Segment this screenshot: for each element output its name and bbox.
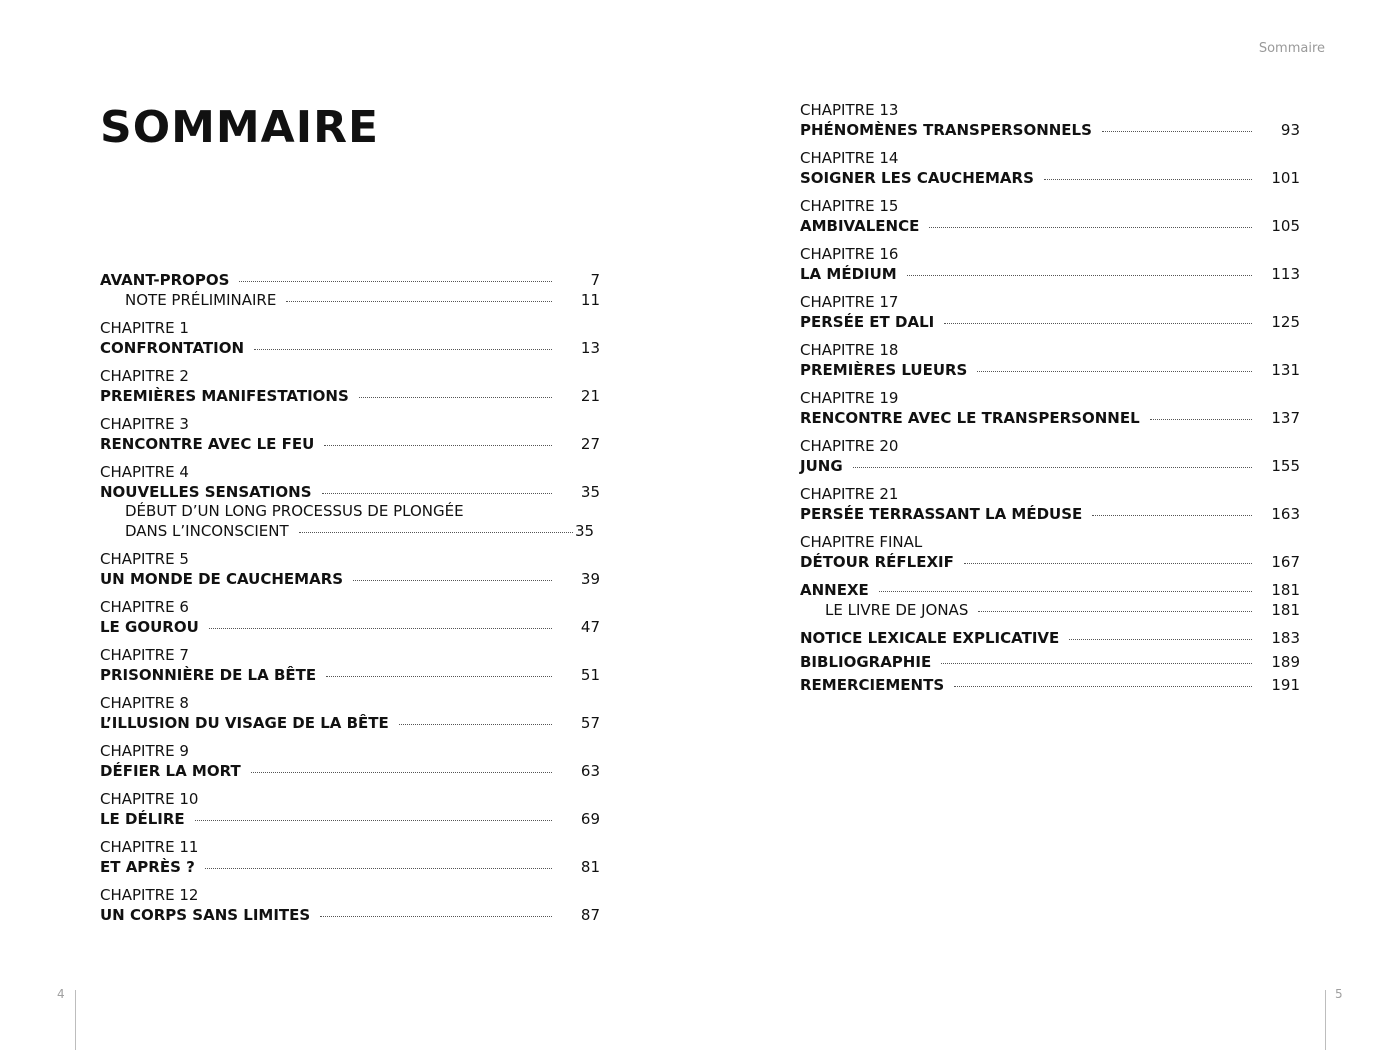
toc-entry-title: PREMIÈRES LUEURS: [800, 360, 968, 379]
toc-page-number: 155: [1271, 456, 1300, 475]
dot-leader: [1092, 515, 1252, 516]
toc-page-number: 125: [1271, 312, 1300, 331]
toc-entry: [800, 293, 1300, 332]
toc-entry-title-row: [800, 169, 1300, 189]
toc-entry-title-row: [100, 435, 600, 455]
toc-page-number: 93: [1280, 120, 1300, 139]
toc-entry: [100, 742, 600, 781]
running-header: Sommaire: [1258, 41, 1325, 56]
dot-leader: [1069, 639, 1252, 640]
dot-leader: [254, 349, 552, 350]
toc-entry-title: RENCONTRE AVEC LE FEU: [100, 434, 315, 453]
toc-entry: [800, 197, 1300, 236]
dot-leader: [978, 611, 1252, 612]
toc-page-number: 35: [575, 521, 595, 540]
chapter-label: CHAPITRE 10: [100, 790, 199, 808]
toc-page-number: 51: [580, 665, 600, 684]
toc-entry: [800, 676, 1300, 696]
toc-entry-title: L’ILLUSION DU VISAGE DE LA BÊTE: [100, 713, 389, 732]
toc-entry-title-row: [100, 810, 600, 830]
dot-leader: [944, 323, 1252, 324]
page-title: SOMMAIRE: [100, 102, 380, 153]
toc-entry-title-row: [800, 409, 1300, 429]
toc-entry-title-row: [100, 666, 600, 686]
dot-leader: [907, 275, 1252, 276]
toc-entry-title: PREMIÈRES MANIFESTATIONS: [100, 386, 349, 405]
dot-leader: [941, 663, 1252, 664]
toc-entry-title: ANNEXE: [800, 581, 869, 599]
toc-page-number: 11: [580, 290, 600, 309]
toc-entry-title-row: [100, 570, 600, 590]
chapter-label: CHAPITRE FINAL: [800, 533, 923, 551]
toc-entry-title: UN MONDE DE CAUCHEMARS: [100, 569, 344, 588]
toc-page-number: 183: [1271, 629, 1300, 647]
dot-leader: [286, 301, 552, 302]
dot-leader: [879, 591, 1252, 592]
toc-entry-title: BIBLIOGRAPHIE: [800, 652, 932, 671]
chapter-label: CHAPITRE 19: [800, 389, 899, 407]
toc-entry-title: PERSÉE TERRASSANT LA MÉDUSE: [800, 504, 1083, 523]
toc-page-number: 47: [580, 617, 600, 636]
toc-entry: [100, 598, 600, 637]
toc-page-number: 131: [1271, 360, 1300, 379]
chapter-label: CHAPITRE 6: [100, 598, 189, 616]
toc-right-column: [800, 101, 1300, 700]
toc-entry-title: LE GOUROU: [100, 617, 199, 636]
dot-leader: [239, 281, 552, 282]
toc-page-number: 189: [1271, 652, 1300, 671]
chapter-label: CHAPITRE 1: [100, 319, 189, 337]
toc-entry-title: PRISONNIÈRE DE LA BÊTE: [100, 665, 317, 684]
toc-entry-title: REMERCIEMENTS: [800, 676, 945, 694]
toc-entry-title-row: [800, 361, 1300, 381]
dot-leader: [324, 445, 552, 446]
toc-entry-title-row: [800, 629, 1300, 649]
toc-page-number: 105: [1271, 216, 1300, 235]
toc-page-number: 13: [580, 338, 600, 357]
toc-page-number: 35: [580, 482, 600, 501]
toc-entry: [100, 271, 600, 310]
toc-entry: [800, 389, 1300, 428]
page-number-left: 4: [57, 987, 65, 1001]
toc-entry-title-row: [800, 653, 1300, 673]
margin-rule-left: [75, 990, 76, 1050]
toc-subentry-title-line2: DANS L’INCONSCIENT: [125, 521, 289, 540]
toc-entry-title: AMBIVALENCE: [800, 216, 920, 235]
toc-entry-title: PERSÉE ET DALI: [800, 312, 935, 331]
toc-page-number: 39: [580, 569, 600, 588]
page-number-right: 5: [1335, 987, 1343, 1001]
toc-entry-title: AVANT-PROPOS: [100, 271, 230, 289]
chapter-label: CHAPITRE 16: [800, 245, 899, 263]
toc-entry-title-row: [100, 483, 600, 503]
toc-page-number: 57: [580, 713, 600, 732]
toc-page-number: 191: [1271, 676, 1300, 694]
dot-leader: [320, 916, 552, 917]
toc-entry-title: SOIGNER LES CAUCHEMARS: [800, 168, 1034, 187]
chapter-label: CHAPITRE 21: [800, 485, 899, 503]
dot-leader: [205, 868, 552, 869]
toc-entry-title-row: [100, 762, 600, 782]
toc-entry-title: NOTICE LEXICALE EXPLICATIVE: [800, 629, 1060, 647]
toc-entry-title: ET APRÈS ?: [100, 857, 195, 876]
chapter-label: CHAPITRE 5: [100, 550, 189, 568]
toc-entry-title: DÉFIER LA MORT: [100, 761, 241, 780]
chapter-label: CHAPITRE 2: [100, 367, 189, 385]
toc-entry: [800, 101, 1300, 140]
toc-entry: [100, 415, 600, 454]
dot-leader: [853, 467, 1252, 468]
dot-leader: [1044, 179, 1252, 180]
toc-page-number: 69: [580, 809, 600, 828]
toc-page-number: 137: [1271, 408, 1300, 427]
toc-entry: [100, 886, 600, 925]
toc-entry: [800, 653, 1300, 673]
toc-entry-title: NOUVELLES SENSATIONS: [100, 482, 312, 501]
dot-leader: [359, 397, 552, 398]
toc-entry-title-row: [100, 906, 600, 926]
chapter-label: CHAPITRE 18: [800, 341, 899, 359]
toc-subentry-title: NOTE PRÉLIMINAIRE: [125, 290, 277, 309]
toc-page-number: 167: [1271, 552, 1300, 571]
chapter-label: CHAPITRE 11: [100, 838, 199, 856]
chapter-label: CHAPITRE 9: [100, 742, 189, 760]
toc-page-number: 113: [1271, 264, 1300, 283]
dot-leader: [326, 676, 552, 677]
toc-entry-title: PHÉNOMÈNES TRANSPERSONNELS: [800, 120, 1092, 139]
toc-entry: [800, 437, 1300, 476]
toc-page-number: 63: [580, 761, 600, 780]
toc-entry-title-row: [800, 121, 1300, 141]
toc-entry-title: LE DÉLIRE: [100, 809, 185, 828]
dot-leader: [399, 724, 552, 725]
toc-entry-title-row: [800, 313, 1300, 333]
chapter-label: CHAPITRE 4: [100, 463, 189, 481]
toc-subentry: [800, 601, 1300, 621]
toc-entry-title-row: [800, 553, 1300, 573]
toc-entry-title: DÉTOUR RÉFLEXIF: [800, 552, 954, 571]
toc-entry: [800, 149, 1300, 188]
toc-page-number: 87: [580, 905, 600, 924]
chapter-label: CHAPITRE 20: [800, 437, 899, 455]
toc-entry: [100, 790, 600, 829]
toc-subentry: [100, 522, 600, 542]
toc-page-number: 7: [590, 271, 600, 289]
toc-entry-title: LA MÉDIUM: [800, 264, 897, 283]
toc-entry-title-row: [800, 265, 1300, 285]
toc-entry: [100, 646, 600, 685]
toc-entry: [100, 694, 600, 733]
toc-entry: [800, 341, 1300, 380]
toc-entry: [800, 485, 1300, 524]
toc-entry-title-row: [100, 618, 600, 638]
dot-leader: [954, 686, 1252, 687]
toc-page-number: 101: [1271, 168, 1300, 187]
dot-leader: [209, 628, 552, 629]
chapter-label: CHAPITRE 17: [800, 293, 899, 311]
toc-page-number: 27: [580, 434, 600, 453]
chapter-label: CHAPITRE 12: [100, 886, 199, 904]
toc-entry: [100, 463, 600, 541]
toc-entry-title-row: [100, 271, 600, 291]
chapter-label: CHAPITRE 13: [800, 101, 899, 119]
chapter-label: CHAPITRE 14: [800, 149, 899, 167]
toc-page-number: 81: [580, 857, 600, 876]
dot-leader: [964, 563, 1252, 564]
toc-entry: [100, 319, 600, 358]
toc-page-number: 181: [1271, 581, 1300, 599]
toc-entry: [100, 550, 600, 589]
toc-entry: [800, 629, 1300, 649]
dot-leader: [1102, 131, 1252, 132]
chapter-label: CHAPITRE 8: [100, 694, 189, 712]
toc-entry-title-row: [800, 217, 1300, 237]
toc-entry: [800, 533, 1300, 572]
toc-entry-title: CONFRONTATION: [100, 338, 245, 357]
toc-page-number: 181: [1271, 600, 1300, 619]
toc-left-column: [100, 271, 600, 934]
toc-entry-title-row: [100, 858, 600, 878]
toc-entry: [100, 838, 600, 877]
dot-leader: [929, 227, 1252, 228]
dot-leader: [322, 493, 552, 494]
toc-page-number: 163: [1271, 504, 1300, 523]
toc-entry: [100, 367, 600, 406]
chapter-label: CHAPITRE 7: [100, 646, 189, 664]
toc-entry: [800, 581, 1300, 620]
dot-leader: [195, 820, 552, 821]
toc-entry-title-row: [100, 339, 600, 359]
toc-entry-title: RENCONTRE AVEC LE TRANSPERSONNEL: [800, 408, 1140, 427]
toc-subentry: [100, 291, 600, 311]
dot-leader: [1150, 419, 1252, 420]
toc-subentry-title: LE LIVRE DE JONAS: [825, 600, 969, 619]
toc-entry-title-row: [800, 581, 1300, 601]
dot-leader: [299, 532, 573, 533]
chapter-label: CHAPITRE 3: [100, 415, 189, 433]
toc-entry-title-row: [800, 457, 1300, 477]
dot-leader: [251, 772, 552, 773]
toc-entry-title-row: [800, 505, 1300, 525]
toc-entry-title-row: [100, 387, 600, 407]
toc-entry-title-row: [800, 676, 1300, 696]
toc-entry: [800, 245, 1300, 284]
toc-subentry-title-line1: DÉBUT D’UN LONG PROCESSUS DE PLONGÉE: [125, 502, 464, 520]
dot-leader: [353, 580, 552, 581]
margin-rule-right: [1325, 990, 1326, 1050]
dot-leader: [977, 371, 1252, 372]
toc-entry-title: UN CORPS SANS LIMITES: [100, 905, 311, 924]
toc-page-number: 21: [580, 386, 600, 405]
toc-entry-title: JUNG: [800, 456, 843, 475]
chapter-label: CHAPITRE 15: [800, 197, 899, 215]
toc-entry-title-row: [100, 714, 600, 734]
